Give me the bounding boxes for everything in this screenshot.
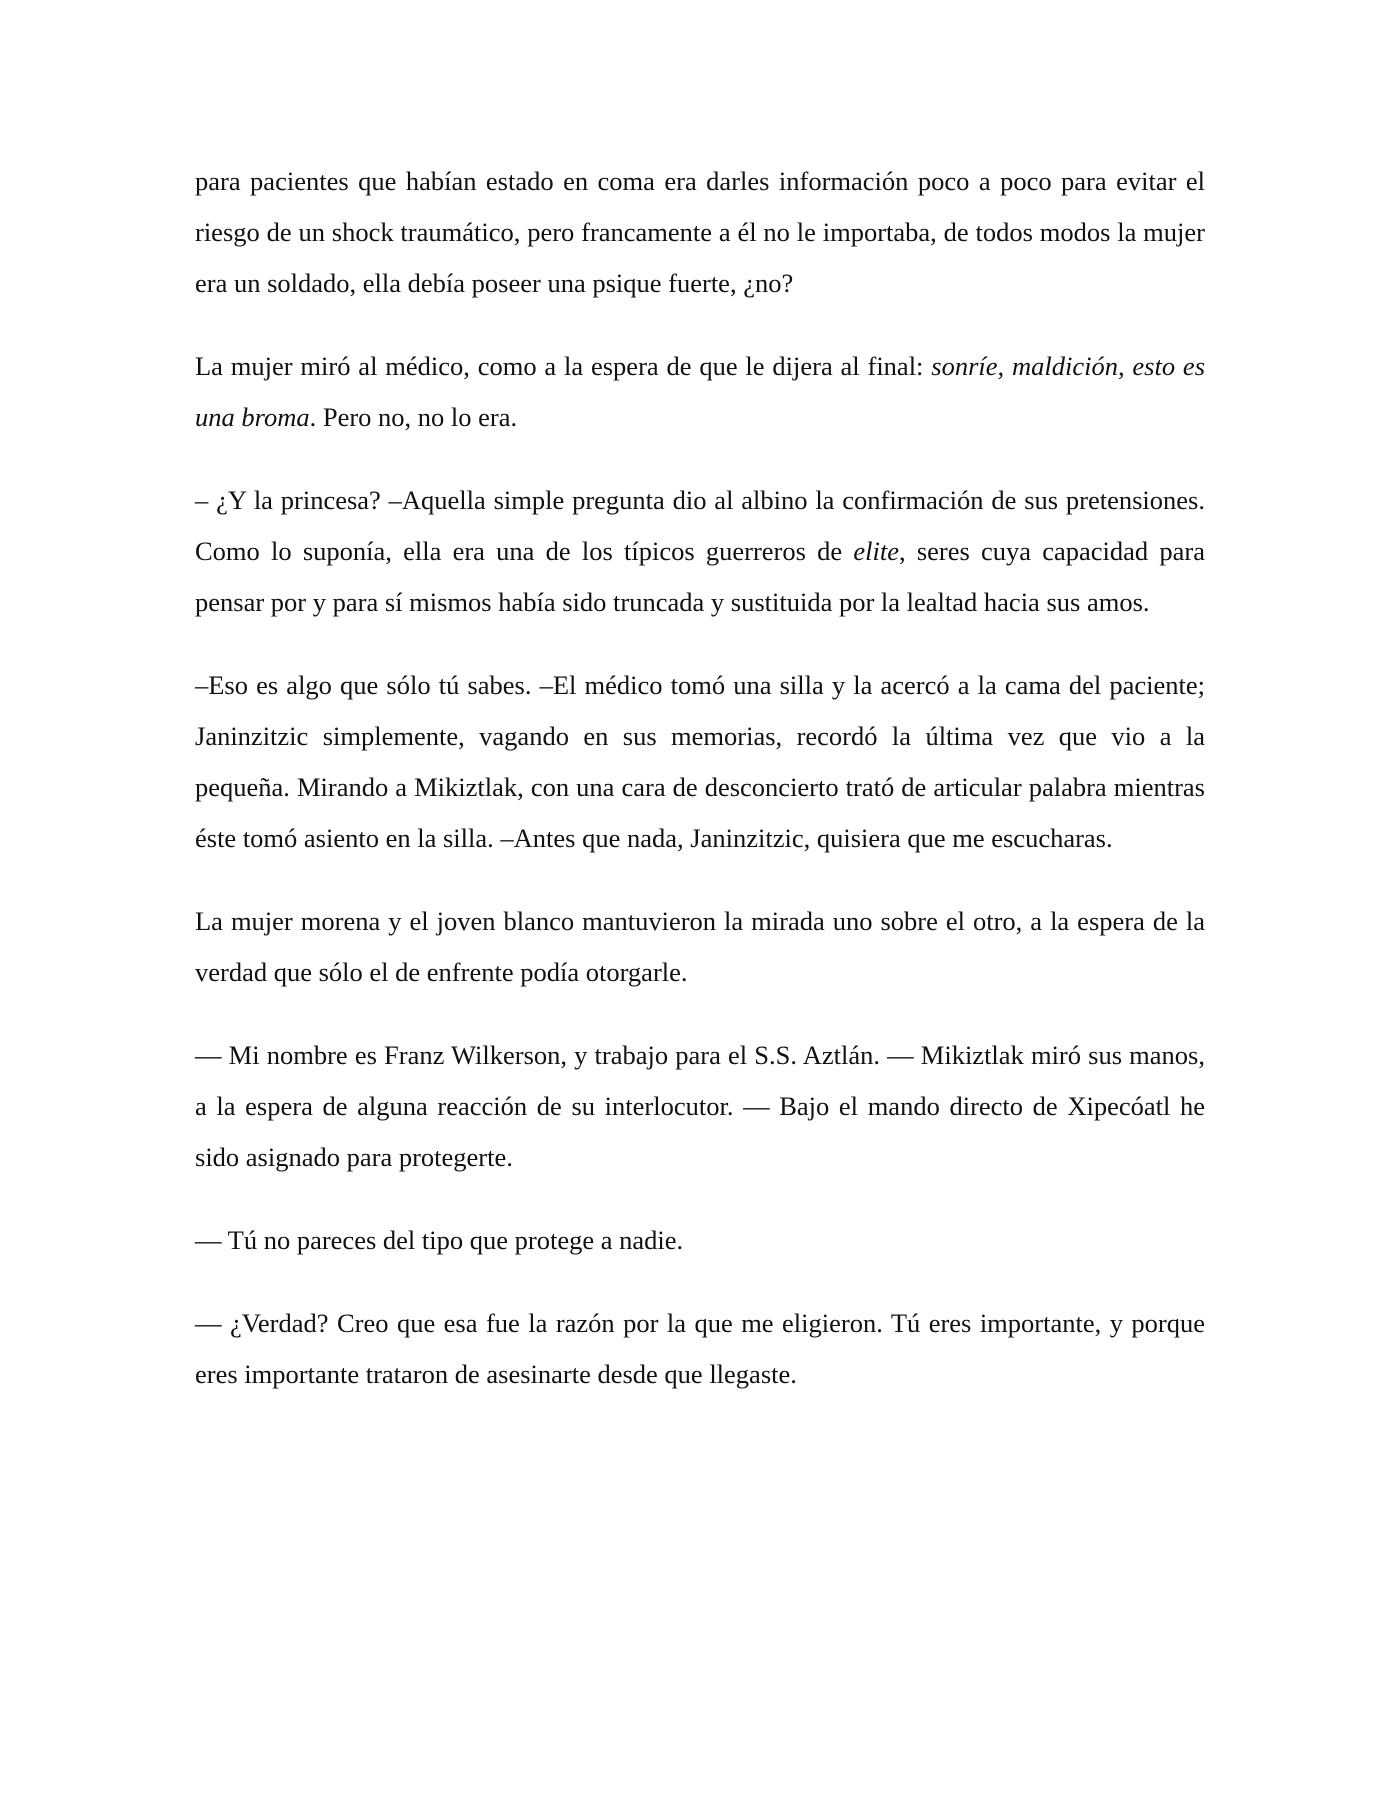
paragraph-6-text: — Mi nombre es Franz Wilkerson, y trabajo para el S.S. Aztlán. — Mikiztlak miró sus manos, a la espera de alguna reacción de su interlocutor. — Bajo el mando directo de Xipecóatl he sido asignado para protegerte. (195, 1040, 1205, 1172)
paragraph-8-text: — ¿Verdad? Creo que esa fue la razón por la que me eligieron. Tú eres importante, y porque eres importante trataron de asesinarte desde que llegaste. (195, 1308, 1205, 1389)
paragraph-3-text-end: , seres cuya capacidad para pensar por y para sí mismos había sido truncada y sustituida por la lealtad hacia sus amos. (195, 536, 1205, 617)
paragraph-2-text-start: La mujer miró al médico, como a la espera de que le dijera al final: (195, 351, 932, 381)
paragraph-1-text: para pacientes que habían estado en coma era darles información poco a poco para evitar el riesgo de un shock traumático, pero francamente a él no le importaba, de todos modos la mujer era un soldado, ella debía poseer una psique fuerte, ¿no? (195, 166, 1205, 298)
paragraph-1 (195, 156, 1205, 309)
paragraph-2-text-end: . Pero no, no lo era. (309, 402, 518, 432)
paragraph-3 (195, 475, 1205, 628)
paragraph-7-text: — Tú no pareces del tipo que protege a nadie. (195, 1225, 684, 1255)
paragraph-8 (195, 1298, 1205, 1400)
paragraph-2 (195, 341, 1205, 443)
paragraph-5-text: La mujer morena y el joven blanco mantuvieron la mirada uno sobre el otro, a la espera de la verdad que sólo el de enfrente podía otorgarle. (195, 906, 1205, 987)
paragraph-6 (195, 1030, 1205, 1183)
body-text (195, 156, 1205, 1400)
paragraph-5 (195, 896, 1205, 998)
paragraph-3-text-start: – ¿Y la princesa? –Aquella simple pregunta dio al albino la confirmación de sus pretensiones. Como lo suponía, ella era una de los típicos guerreros de (195, 485, 1205, 566)
paragraph-4-text: –Eso es algo que sólo tú sabes. –El médico tomó una silla y la acercó a la cama del paciente; Janinzitzic simplemente, vagando en sus memorias, recordó la última vez que vio a la pequeña. Mirando a Mikiztlak, con una cara de desconcierto trató de articular palabra mientras éste tomó asiento en la silla. –Antes que nada, Janinzitzic, quisiera que me escucharas. (195, 670, 1205, 853)
paragraph-3-italic-text: elite (853, 536, 899, 566)
paragraph-7 (195, 1215, 1205, 1266)
paragraph-2-italic-text: sonríe, maldición, esto es una broma (195, 351, 1206, 432)
paragraph-4 (195, 660, 1205, 864)
